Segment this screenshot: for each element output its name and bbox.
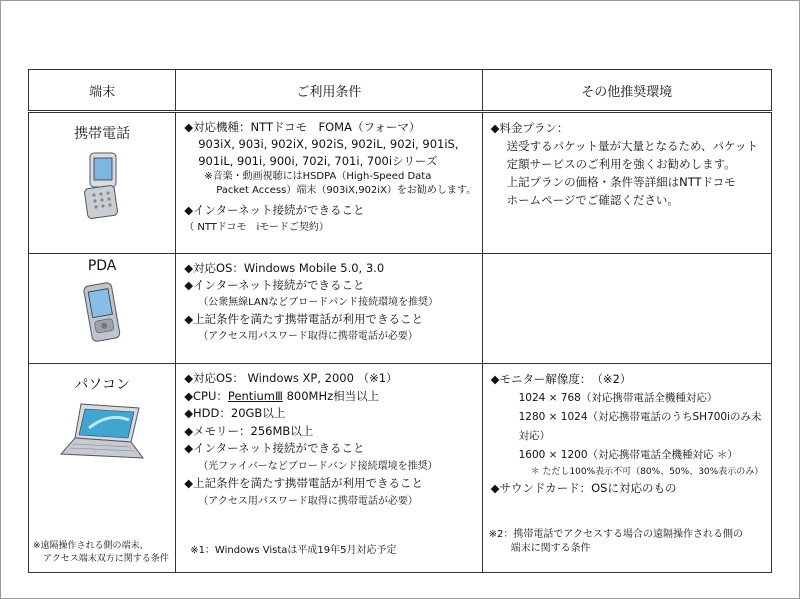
pc-cond-cpu-suffix: 800MHz相当以上	[282, 388, 380, 403]
pda-icon	[82, 282, 122, 344]
terminal-name-pda: PDA	[87, 258, 117, 274]
pc-other-monitor-title: ◆モニター解像度： （※2）	[490, 372, 632, 386]
phone-cond-internet: ◆インターネット接続ができること	[184, 203, 365, 217]
pc-other-note2-1: ※2：携帯電話でアクセスする場合の遠隔操作される側の	[488, 529, 744, 540]
pc-cond-memory: ◆メモリー：256MB以上	[184, 423, 314, 438]
pc-other-res-1280: 1280 × 1024（対応携帯電話のうちSH700iのみ未対応）	[518, 411, 762, 442]
pda-cond-internet: ◆インターネット接続ができること	[184, 278, 365, 292]
laptop-icon	[59, 402, 145, 462]
phone-other-line-1: 送受するパケット量が大量となるため、パケット	[506, 139, 758, 153]
phone-other-plan-title: ◆料金プラン：	[490, 121, 569, 135]
cell-phone-other	[482, 112, 771, 254]
cell-phone-terminal	[29, 112, 176, 254]
cell-pc-conditions	[176, 364, 482, 573]
cell-pc-terminal	[29, 364, 176, 573]
pda-cond-password: （アクセス用パスワード取得に携帯電話が必要）	[198, 331, 418, 342]
header-row	[29, 70, 772, 112]
cell-pda-conditions	[176, 254, 482, 364]
pc-cond-cpu-prefix: ◆CPU：	[184, 388, 228, 403]
pc-note-vista: ※1：Windows Vistaは平成19年5月対応予定	[190, 545, 397, 556]
pc-cond-internet: ◆インターネット接続ができること	[184, 441, 365, 455]
pc-left-note-2: アクセス端末双方に関する条件	[43, 554, 169, 564]
pda-cond-broadband: （公衆無線LANなどブロードバンド接続環境を推奨）	[198, 297, 439, 308]
pc-cond-password: （アクセス用パスワード取得に携帯電話が必要）	[198, 495, 418, 507]
phone-other-line-2: 定額サービスのご利用を強くお勧めします。	[506, 157, 736, 171]
pc-left-note-1: ※遠隔操作される側の端末、	[33, 541, 149, 551]
pc-cond-hdd: ◆HDD：20GB以上	[184, 406, 286, 420]
pc-other-res-1600: 1600 × 1200（対応携帯電話全機種対応 ＊）	[518, 449, 738, 461]
terminal-name-pc: パソコン	[74, 377, 130, 393]
phone-cond-note-2: Packet Access）端末（903iX,902iX）をお勧めします。	[216, 185, 477, 196]
pc-cond-os: ◆対応OS： Windows XP, 2000 （※1）	[184, 371, 398, 385]
pc-other-res-1024: 1024 × 768（対応携帯電話全機種対応）	[518, 392, 718, 404]
terminal-name-phone: 携帯電話	[74, 126, 131, 142]
cell-pda-terminal	[29, 254, 176, 364]
row-pda	[29, 254, 772, 364]
pc-other-res-note: ＊ ただし100%表示不可（80%、50%、30%表示のみ）	[530, 467, 764, 477]
pc-cond-cpu	[184, 388, 477, 406]
flip-phone-icon	[80, 151, 124, 221]
pc-other-note2	[489, 528, 743, 556]
pc-other-sound: ◆サウンドカード：OSに対応のもの	[490, 481, 677, 495]
pda-cond-phone: ◆上記条件を満たす携帯電話が利用できること	[184, 312, 424, 326]
phone-cond-models-2: 901iL, 901i, 900i, 702i, 701i, 700iシリーズ	[198, 154, 438, 168]
row-phone	[29, 112, 772, 254]
cell-phone-conditions	[176, 112, 482, 254]
phone-cond-imode: （ NTTドコモ iモードご契約）	[184, 222, 329, 233]
pc-other-note2-2: 端末に関する条件	[510, 543, 591, 554]
row-pc	[29, 364, 772, 573]
requirements-table	[28, 69, 772, 573]
cell-pc-other	[482, 364, 771, 573]
cell-pda-other	[482, 254, 771, 364]
phone-other-line-3: 上記プランの価格・条件等詳細はNTTドコモ	[506, 175, 736, 189]
pda-cond-os: ◆対応OS：Windows Mobile 5.0, 3.0	[184, 261, 385, 275]
phone-cond-models-1: 903iX, 903i, 902iX, 902iS, 902iL, 902i, 901iS,	[198, 137, 459, 151]
phone-other-line-4: ホームページでご確認ください。	[506, 193, 679, 207]
header-conditions: ご利用条件	[176, 70, 482, 112]
pc-cond-cpu-brand: PentiumⅢ	[227, 388, 283, 403]
phone-cond-model: ◆対応機種：NTTドコモ FOMA（フォーマ）	[184, 120, 421, 134]
header-terminal: 端末	[29, 70, 176, 112]
pc-cond-broadband: （光ファイバーなどブロードバンド接続環境を推奨）	[198, 460, 438, 472]
phone-cond-note-1: ※音楽・動画視聴にはHSDPA（High-Speed Data	[204, 171, 432, 182]
header-other: その他推奨環境	[482, 70, 771, 112]
pc-left-note	[33, 540, 169, 566]
pc-cond-phone: ◆上記条件を満たす携帯電話が利用できること	[184, 476, 424, 490]
